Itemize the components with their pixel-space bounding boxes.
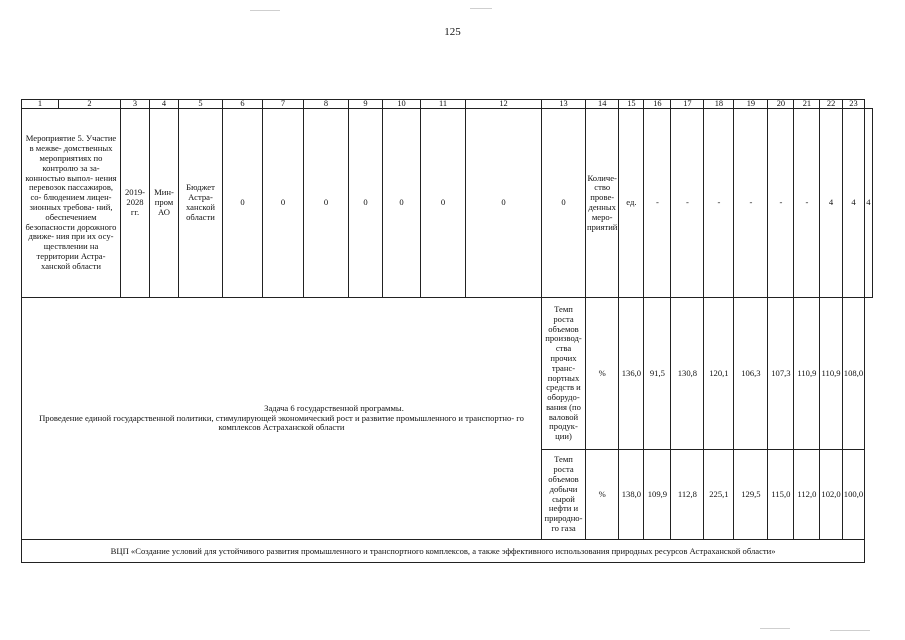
- finance-cell: 0: [304, 109, 349, 298]
- indicator-name: Количе- ство прове- денных меро- приятий: [586, 109, 619, 298]
- indicator-value: -: [704, 109, 734, 298]
- indicator-unit: ед.: [619, 109, 644, 298]
- header-cell: 12: [466, 100, 542, 109]
- program-table: [21, 99, 873, 563]
- header-cell: 3: [121, 100, 150, 109]
- event-source: Бюджет Астра- ханской области: [179, 109, 223, 298]
- indicator-value: 120,1: [704, 298, 734, 450]
- header-cell: 6: [223, 100, 263, 109]
- vcp-title: ВЦП «Создание условий для устойчивого развития промышленного и транспортного комплексов, а также эффективного использования природных ресурсов Астраханской области»: [22, 540, 865, 563]
- finance-cell: 0: [349, 109, 383, 298]
- indicator-value: 100,0: [842, 450, 864, 540]
- indicator-value: 115,0: [768, 450, 794, 540]
- indicator-value: -: [734, 109, 768, 298]
- header-cell: 11: [421, 100, 466, 109]
- indicator-value: -: [644, 109, 671, 298]
- indicator-value: 108,0: [842, 298, 864, 450]
- header-cell: 19: [734, 100, 768, 109]
- scan-artifact: [760, 628, 790, 629]
- header-cell: 16: [644, 100, 671, 109]
- event-period: 2019- 2028 гг.: [121, 109, 150, 298]
- header-cell: 14: [586, 100, 619, 109]
- finance-cell: 0: [542, 109, 586, 298]
- header-cell: 9: [349, 100, 383, 109]
- indicator-value: 4: [842, 109, 864, 298]
- indicator-value: 91,5: [644, 298, 671, 450]
- indicator-value: -: [671, 109, 704, 298]
- indicator-value: 107,3: [768, 298, 794, 450]
- header-cell: 1: [22, 100, 59, 109]
- task-description: Проведение единой государственной политики, стимулирующей экономический рост и развитие промышленного и транспортно- го комплексов Астраханской области: [39, 412, 524, 433]
- header-cell: 4: [150, 100, 179, 109]
- indicator-value: 106,3: [734, 298, 768, 450]
- indicator-value: 110,9: [820, 298, 842, 450]
- finance-cell: 0: [223, 109, 263, 298]
- indicator-value: 4: [865, 109, 872, 298]
- finance-cell: 0: [383, 109, 421, 298]
- task-cell: [22, 298, 542, 540]
- indicator-value: 102,0: [820, 450, 842, 540]
- scan-artifact: [830, 630, 870, 631]
- header-cell: 5: [179, 100, 223, 109]
- indicator-value: -: [794, 109, 820, 298]
- indicator-value: 225,1: [704, 450, 734, 540]
- header-cell: 20: [768, 100, 794, 109]
- finance-cell: 0: [263, 109, 304, 298]
- scan-artifact: [250, 10, 280, 11]
- page-number: 125: [444, 26, 461, 38]
- event-row: [22, 109, 873, 298]
- header-row: [22, 100, 873, 109]
- event-executor: Мин- пром АО: [150, 109, 179, 298]
- indicator-value: 129,5: [734, 450, 768, 540]
- indicator-value: 4: [820, 109, 842, 298]
- header-cell: 7: [263, 100, 304, 109]
- header-cell: 17: [671, 100, 704, 109]
- indicator-name: Темп роста объемов добычи сырой нефти и природно- го газа: [542, 450, 586, 540]
- header-cell: 15: [619, 100, 644, 109]
- indicator-value: 110,9: [794, 298, 820, 450]
- header-cell: 8: [304, 100, 349, 109]
- indicator-value: 109,9: [644, 450, 671, 540]
- indicator-row: [22, 298, 873, 450]
- indicator-value: 130,8: [671, 298, 704, 450]
- task-title: Задача 6 государственной программы.: [264, 402, 404, 413]
- vcp-row: [22, 540, 873, 563]
- indicator-unit: %: [586, 450, 619, 540]
- header-cell: 22: [820, 100, 842, 109]
- finance-cell: 0: [466, 109, 542, 298]
- indicator-value: 112,8: [671, 450, 704, 540]
- indicator-name: Темп роста объемов производ- ства прочих транс- портных средств и оборудо- вания (по валовой продук- ции): [542, 298, 586, 450]
- header-cell: 13: [542, 100, 586, 109]
- header-cell: 23: [842, 100, 864, 109]
- indicator-value: 138,0: [619, 450, 644, 540]
- indicator-value: 136,0: [619, 298, 644, 450]
- indicator-value: 112,0: [794, 450, 820, 540]
- finance-cell: 0: [421, 109, 466, 298]
- event-name: Мероприятие 5. Участие в межве- домственных мероприятиях по контролю за за- конностью выпол- нения перевозок пассажиров, со- блюдением лицен- зионных требова- ний, обеспечением безопасности дорожного движе- ния при их осу- ществлении на территории Астра- ханской области: [22, 109, 121, 298]
- header-cell: 10: [383, 100, 421, 109]
- header-cell: 21: [794, 100, 820, 109]
- header-cell: 2: [59, 100, 121, 109]
- header-cell: 18: [704, 100, 734, 109]
- indicator-unit: %: [586, 298, 619, 450]
- scan-artifact: [470, 8, 492, 9]
- indicator-value: -: [768, 109, 794, 298]
